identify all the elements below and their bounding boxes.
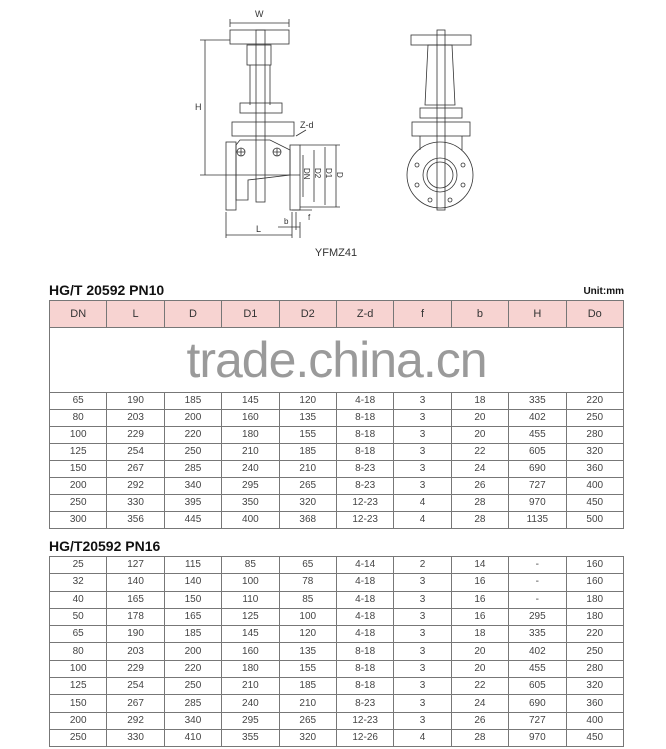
table-cell: 727 (509, 478, 566, 495)
table-cell: 16 (451, 574, 508, 591)
table-cell: 280 (566, 427, 623, 444)
table-row (50, 678, 624, 695)
table-row (50, 695, 624, 712)
column-header: Z-d (336, 301, 393, 328)
table-row (50, 427, 624, 444)
table-cell: 203 (107, 643, 164, 660)
table-cell: 8-18 (336, 678, 393, 695)
table-row (50, 608, 624, 625)
label-l: L (256, 224, 262, 234)
table-cell: 190 (107, 393, 164, 410)
table-cell: 690 (509, 461, 566, 478)
table-row (50, 729, 624, 746)
column-header: H (509, 301, 566, 328)
table-cell: 100 (279, 608, 336, 625)
table-cell: 300 (50, 512, 107, 529)
column-header: D2 (279, 301, 336, 328)
table-cell: 970 (509, 729, 566, 746)
table-cell: 28 (451, 729, 508, 746)
table-cell: 210 (279, 695, 336, 712)
table-cell: 250 (50, 495, 107, 512)
table-cell: 8-18 (336, 410, 393, 427)
column-header: D1 (222, 301, 279, 328)
table-cell: 14 (451, 557, 508, 574)
label-zd: Z-d (300, 120, 314, 130)
table-cell: 12-23 (336, 495, 393, 512)
pn10-table (49, 300, 624, 529)
label-dn: DN (302, 168, 311, 180)
table-cell: 280 (566, 660, 623, 677)
table-cell: 395 (164, 495, 221, 512)
table-cell: 402 (509, 643, 566, 660)
table-cell: 20 (451, 410, 508, 427)
table-cell: 8-18 (336, 660, 393, 677)
table-row (50, 410, 624, 427)
table-cell: 180 (566, 591, 623, 608)
table-cell: 292 (107, 712, 164, 729)
pn16-table (49, 556, 624, 747)
table-cell: 85 (279, 591, 336, 608)
table-cell: 20 (451, 427, 508, 444)
front-view (195, 9, 344, 238)
table-cell: 8-18 (336, 427, 393, 444)
table-cell: 210 (222, 678, 279, 695)
model-label: YFMZ41 (314, 247, 358, 259)
table-cell: 115 (164, 557, 221, 574)
table-cell: 220 (164, 427, 221, 444)
table-cell: 360 (566, 461, 623, 478)
table-cell: 3 (394, 712, 451, 729)
table-cell: 3 (394, 608, 451, 625)
table-cell: 229 (107, 660, 164, 677)
table-cell: 320 (279, 495, 336, 512)
table-cell: 355 (222, 729, 279, 746)
table-cell: 267 (107, 695, 164, 712)
table-cell: 3 (394, 695, 451, 712)
table-cell: 165 (164, 608, 221, 625)
table-cell: 200 (164, 643, 221, 660)
table-cell: 360 (566, 695, 623, 712)
table-cell: 85 (222, 557, 279, 574)
watermark: trade.china.cn (186, 332, 487, 388)
table-cell: 368 (279, 512, 336, 529)
table-row (50, 660, 624, 677)
table-cell: 970 (509, 495, 566, 512)
label-f: f (308, 213, 311, 222)
table-cell: 200 (164, 410, 221, 427)
table-cell: 24 (451, 695, 508, 712)
table-cell: 203 (107, 410, 164, 427)
table-cell: 155 (279, 660, 336, 677)
table2-title: HG/T20592 PN16 (49, 538, 161, 554)
table-cell: 250 (50, 729, 107, 746)
table-cell: - (509, 591, 566, 608)
table-cell: 160 (566, 557, 623, 574)
table-cell: 145 (222, 393, 279, 410)
table-cell: 400 (566, 712, 623, 729)
table-cell: 4 (394, 512, 451, 529)
table-row (50, 591, 624, 608)
table-cell: 190 (107, 626, 164, 643)
table-cell: 4-18 (336, 591, 393, 608)
table-cell: 185 (279, 678, 336, 695)
table-cell: 3 (394, 574, 451, 591)
table-cell: 450 (566, 729, 623, 746)
table-cell: 127 (107, 557, 164, 574)
table-cell: 8-23 (336, 695, 393, 712)
table-cell: 180 (566, 608, 623, 625)
table-cell: 3 (394, 427, 451, 444)
table-cell: 265 (279, 478, 336, 495)
table-cell: 3 (394, 660, 451, 677)
table-row (50, 512, 624, 529)
table-cell: 220 (164, 660, 221, 677)
table-cell: 254 (107, 678, 164, 695)
table-cell: 410 (164, 729, 221, 746)
table-cell: 26 (451, 712, 508, 729)
table-cell: 16 (451, 608, 508, 625)
table-cell: 50 (50, 608, 107, 625)
table-row (50, 712, 624, 729)
table-row (50, 461, 624, 478)
table-cell: 125 (50, 444, 107, 461)
table-cell: 400 (566, 478, 623, 495)
table-row (50, 574, 624, 591)
table-cell: 125 (222, 608, 279, 625)
table-cell: 200 (50, 712, 107, 729)
table-cell: 28 (451, 512, 508, 529)
table-cell: 140 (107, 574, 164, 591)
table-cell: 22 (451, 678, 508, 695)
table-row (50, 495, 624, 512)
side-view (407, 30, 473, 210)
table-cell: 330 (107, 495, 164, 512)
table-cell: 320 (566, 444, 623, 461)
table-cell: 78 (279, 574, 336, 591)
table-cell: 250 (566, 410, 623, 427)
table-cell: 3 (394, 444, 451, 461)
table-row (50, 557, 624, 574)
table-cell: 200 (50, 478, 107, 495)
column-header: Do (566, 301, 623, 328)
table-cell: 100 (50, 427, 107, 444)
table-cell: - (509, 574, 566, 591)
table-cell: 16 (451, 591, 508, 608)
table-cell: 80 (50, 410, 107, 427)
column-header: b (451, 301, 508, 328)
table-cell: 180 (222, 427, 279, 444)
table-cell: 240 (222, 461, 279, 478)
table-row (50, 643, 624, 660)
table-cell: 229 (107, 427, 164, 444)
table-cell: 267 (107, 461, 164, 478)
table-cell: 18 (451, 626, 508, 643)
table-cell: 12-23 (336, 712, 393, 729)
table-cell: 120 (279, 393, 336, 410)
table-cell: 65 (50, 393, 107, 410)
unit-label: Unit:mm (583, 286, 624, 297)
table-cell: 220 (566, 626, 623, 643)
table-cell: 25 (50, 557, 107, 574)
table-cell: 3 (394, 591, 451, 608)
table-cell: 335 (509, 626, 566, 643)
table-cell: 605 (509, 444, 566, 461)
label-w: W (255, 9, 264, 19)
table-cell: 185 (279, 444, 336, 461)
table-cell: 185 (164, 626, 221, 643)
table-cell: 24 (451, 461, 508, 478)
table-cell: 4-18 (336, 626, 393, 643)
table-cell: 3 (394, 461, 451, 478)
table-cell: 4-18 (336, 608, 393, 625)
column-header: D (164, 301, 221, 328)
obscured-cell (50, 328, 624, 393)
table-cell: 330 (107, 729, 164, 746)
label-d2: D2 (313, 168, 322, 179)
table-cell: 165 (107, 591, 164, 608)
table-cell: 400 (222, 512, 279, 529)
table-cell: 20 (451, 660, 508, 677)
table-cell: 320 (566, 678, 623, 695)
table-cell: 335 (509, 393, 566, 410)
table-cell: 402 (509, 410, 566, 427)
column-header: f (394, 301, 451, 328)
table-cell: 135 (279, 643, 336, 660)
table-cell: - (509, 557, 566, 574)
table-cell: 350 (222, 495, 279, 512)
table-cell: 285 (164, 695, 221, 712)
table-cell: 80 (50, 643, 107, 660)
table-cell: 500 (566, 512, 623, 529)
table-cell: 8-23 (336, 478, 393, 495)
table-cell: 4-18 (336, 393, 393, 410)
table-cell: 295 (509, 608, 566, 625)
table-cell: 65 (279, 557, 336, 574)
label-h: H (195, 102, 202, 112)
table-cell: 18 (451, 393, 508, 410)
table-cell: 3 (394, 410, 451, 427)
table-cell: 178 (107, 608, 164, 625)
table-row (50, 626, 624, 643)
table-cell: 40 (50, 591, 107, 608)
table-cell: 340 (164, 478, 221, 495)
table-cell: 150 (164, 591, 221, 608)
table-row (50, 478, 624, 495)
table-cell: 445 (164, 512, 221, 529)
table-cell: 285 (164, 461, 221, 478)
table-cell: 254 (107, 444, 164, 461)
table-cell: 100 (50, 660, 107, 677)
table-cell: 210 (222, 444, 279, 461)
column-header: DN (50, 301, 107, 328)
table-row (50, 444, 624, 461)
table-cell: 22 (451, 444, 508, 461)
table-cell: 2 (394, 557, 451, 574)
table-cell: 292 (107, 478, 164, 495)
table-cell: 12-26 (336, 729, 393, 746)
table-cell: 155 (279, 427, 336, 444)
table-cell: 120 (279, 626, 336, 643)
table-cell: 125 (50, 678, 107, 695)
obscured-rows (50, 328, 624, 393)
table-cell: 690 (509, 695, 566, 712)
label-d: D (335, 172, 344, 178)
table-cell: 185 (164, 393, 221, 410)
table-cell: 26 (451, 478, 508, 495)
table-cell: 8-18 (336, 643, 393, 660)
table-cell: 3 (394, 478, 451, 495)
table-cell: 4-14 (336, 557, 393, 574)
valve-drawing (0, 0, 666, 270)
table-cell: 455 (509, 660, 566, 677)
table1-title: HG/T 20592 PN10 (49, 282, 165, 298)
table-cell: 605 (509, 678, 566, 695)
table-cell: 160 (222, 643, 279, 660)
table-cell: 320 (279, 729, 336, 746)
table-row (50, 393, 624, 410)
table-cell: 4 (394, 729, 451, 746)
table-cell: 8-18 (336, 444, 393, 461)
label-b: b (284, 217, 289, 226)
table-cell: 140 (164, 574, 221, 591)
table-cell: 100 (222, 574, 279, 591)
table-cell: 4 (394, 495, 451, 512)
table-cell: 295 (222, 712, 279, 729)
table-cell: 28 (451, 495, 508, 512)
table-cell: 250 (164, 444, 221, 461)
column-header: L (107, 301, 164, 328)
table-cell: 20 (451, 643, 508, 660)
table-header-row (50, 301, 624, 328)
table-cell: 450 (566, 495, 623, 512)
table-cell: 3 (394, 678, 451, 695)
label-d1: D1 (324, 168, 333, 179)
table-cell: 160 (566, 574, 623, 591)
table-cell: 4-18 (336, 574, 393, 591)
table-cell: 220 (566, 393, 623, 410)
table-cell: 265 (279, 712, 336, 729)
table-cell: 340 (164, 712, 221, 729)
table-cell: 240 (222, 695, 279, 712)
table-cell: 455 (509, 427, 566, 444)
table-cell: 150 (50, 695, 107, 712)
table-cell: 135 (279, 410, 336, 427)
table-cell: 65 (50, 626, 107, 643)
table-cell: 180 (222, 660, 279, 677)
table-cell: 1135 (509, 512, 566, 529)
table-cell: 12-23 (336, 512, 393, 529)
table-cell: 110 (222, 591, 279, 608)
table-cell: 160 (222, 410, 279, 427)
table-cell: 356 (107, 512, 164, 529)
table-cell: 145 (222, 626, 279, 643)
table-cell: 32 (50, 574, 107, 591)
table-cell: 210 (279, 461, 336, 478)
table-cell: 295 (222, 478, 279, 495)
table-cell: 150 (50, 461, 107, 478)
table-cell: 727 (509, 712, 566, 729)
table-cell: 3 (394, 626, 451, 643)
table-cell: 3 (394, 643, 451, 660)
table-cell: 3 (394, 393, 451, 410)
table-cell: 8-23 (336, 461, 393, 478)
table-cell: 250 (164, 678, 221, 695)
table-cell: 250 (566, 643, 623, 660)
